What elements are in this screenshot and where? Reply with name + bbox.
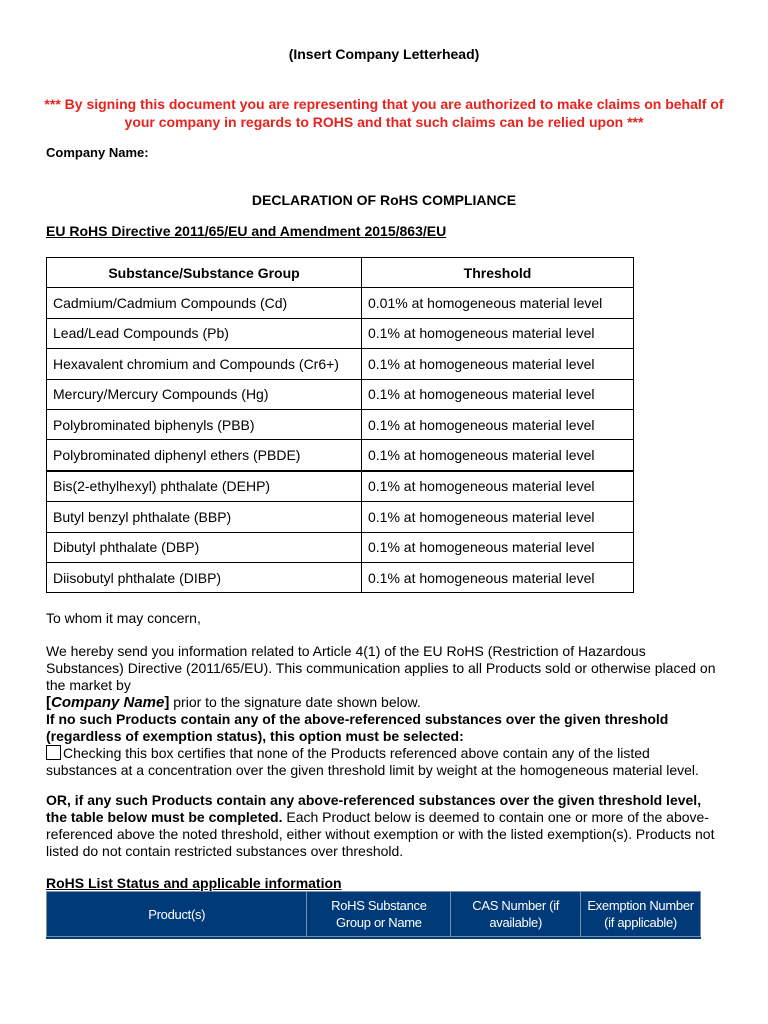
table-row — [47, 379, 634, 409]
option-with-substances — [46, 792, 722, 860]
substance-cell: Diisobutyl phthalate (DIBP) — [47, 562, 362, 592]
threshold-cell: 0.1% at homogeneous material level — [362, 409, 634, 439]
substance-threshold-table — [46, 257, 634, 593]
threshold-column-header: Threshold — [362, 258, 634, 288]
declaration-title: DECLARATION OF RoHS COMPLIANCE — [251, 192, 517, 208]
threshold-cell: 0.1% at homogeneous material level — [362, 502, 634, 532]
intro-text: We hereby send you information related to Article 4(1) of the EU RoHS (Restriction of Hazardous Substances) Directive (2011/65/EU). This communication applies to all Products sold or otherwise placed on the market by — [46, 643, 716, 693]
substance-cell: Bis(2-ethylhexyl) phthalate (DEHP) — [47, 471, 362, 502]
intro-paragraph — [46, 643, 722, 711]
substance-cell: Mercury/Mercury Compounds (Hg) — [47, 379, 362, 409]
table-row — [47, 318, 634, 348]
warning-line-2: your company in regards to ROHS and that such claims can be relied upon *** — [124, 114, 644, 130]
option-no-substances — [46, 711, 722, 779]
products-column-header: Product(s) — [47, 892, 307, 937]
threshold-cell: 0.1% at homogeneous material level — [362, 379, 634, 409]
table-row — [47, 532, 634, 562]
salutation: To whom it may concern, — [46, 610, 201, 626]
bracket-open: [ — [46, 694, 51, 711]
rohs-list-status-title: RoHS List Status and applicable information — [46, 875, 342, 891]
substance-cell: Polybrominated biphenyls (PBB) — [47, 409, 362, 439]
substance-cell: Hexavalent chromium and Compounds (Cr6+) — [47, 349, 362, 379]
cas-number-column-header: CAS Number (if available) — [451, 892, 581, 937]
table-row — [47, 502, 634, 532]
exemption-number-column-header: Exemption Number (if applicable) — [581, 892, 701, 937]
substance-cell: Lead/Lead Compounds (Pb) — [47, 318, 362, 348]
threshold-cell: 0.1% at homogeneous material level — [362, 471, 634, 502]
table-row — [47, 471, 634, 502]
option1-instruction: If no such Products contain any of the above-referenced substances over the given threshold (regardless of exemption status), this option must be selected: — [46, 711, 669, 744]
table-row — [47, 409, 634, 439]
table-row — [47, 349, 634, 379]
table-header-row — [47, 258, 634, 288]
warning-line-1: *** By signing this document you are representing that you are authorized to make claims on behalf of — [44, 96, 724, 112]
option1-checkbox-row — [46, 745, 722, 779]
substance-cell: Polybrominated diphenyl ethers (PBDE) — [47, 440, 362, 471]
table-row — [47, 440, 634, 471]
substance-group-column-header: RoHS Substance Group or Name — [307, 892, 451, 937]
status-table-header-row — [47, 892, 701, 937]
option2-text: Each Product below is deemed to contain one or more of the above-referenced above the noted threshold, either without exemption or with the listed exemption(s). Products not listed do not contain restricted substances over threshold. — [46, 809, 715, 859]
status-table-bottom-rule — [46, 937, 701, 939]
company-name-placeholder: Company Name — [51, 694, 165, 711]
certification-checkbox[interactable] — [46, 745, 61, 760]
threshold-cell: 0.1% at homogeneous material level — [362, 532, 634, 562]
substance-cell: Dibutyl phthalate (DBP) — [47, 532, 362, 562]
table-row — [47, 288, 634, 318]
bracket-close: ] — [164, 694, 170, 711]
checkbox-label: Checking this box certifies that none of the Products referenced above contain any of the listed substances at a concentration over the given threshold limit by weight at the homogeneous material level. — [46, 745, 699, 778]
substance-cell: Butyl benzyl phthalate (BBP) — [47, 502, 362, 532]
threshold-cell: 0.01% at homogeneous material level — [362, 288, 634, 318]
rohs-status-table — [46, 891, 701, 937]
company-name-label: Company Name: — [46, 145, 149, 160]
substance-column-header: Substance/Substance Group — [47, 258, 362, 288]
threshold-cell: 0.1% at homogeneous material level — [362, 562, 634, 592]
table-row — [47, 562, 634, 592]
authorization-warning — [40, 95, 728, 131]
threshold-cell: 0.1% at homogeneous material level — [362, 440, 634, 471]
threshold-cell: 0.1% at homogeneous material level — [362, 318, 634, 348]
option2-instruction: OR, if any such Products contain any above-referenced substances over the given threshold level, the table below must be completed. — [46, 792, 702, 825]
letterhead-placeholder: (Insert Company Letterhead) — [288, 46, 480, 62]
substance-cell: Cadmium/Cadmium Compounds (Cd) — [47, 288, 362, 318]
threshold-cell: 0.1% at homogeneous material level — [362, 349, 634, 379]
directive-heading: EU RoHS Directive 2011/65/EU and Amendment 2015/863/EU — [46, 223, 447, 239]
intro-tail: prior to the signature date shown below. — [169, 694, 421, 710]
